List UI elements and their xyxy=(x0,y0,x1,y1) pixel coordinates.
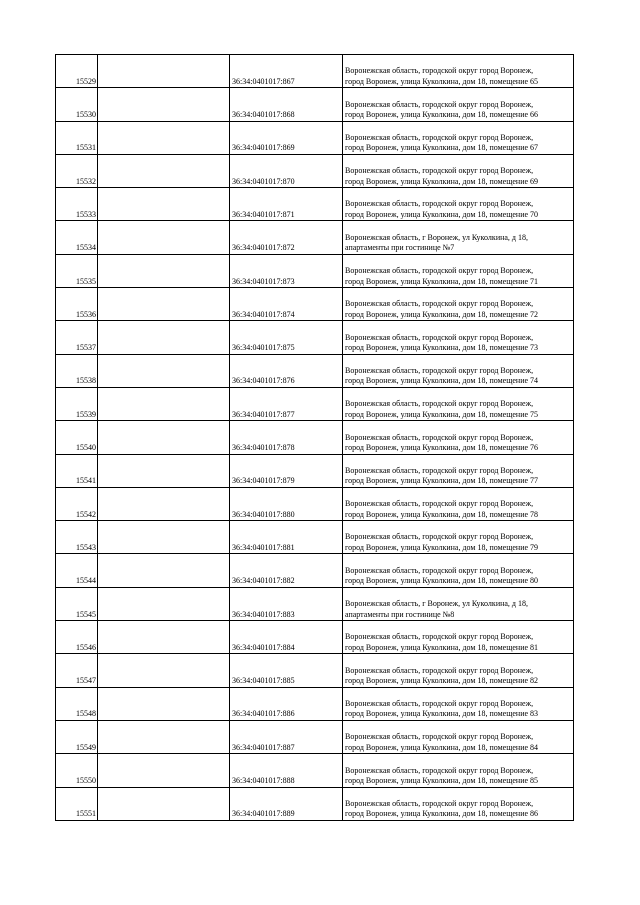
empty-cell xyxy=(98,754,230,787)
cadastral-number-cell: 36:34:0401017:885 xyxy=(230,654,343,687)
empty-cell xyxy=(98,188,230,221)
cadastral-number-cell: 36:34:0401017:880 xyxy=(230,487,343,520)
address-cell xyxy=(343,521,574,554)
address-cell xyxy=(343,254,574,287)
address-line-2: апартаменты при гостинице №8 xyxy=(345,609,455,619)
table-row xyxy=(56,654,574,687)
address-line-1: Воронежская область, городской округ город Воронеж, xyxy=(345,99,534,109)
address-line-1: Воронежская область, городской округ город Воронеж, xyxy=(345,698,534,708)
address-line-1: Воронежская область, городской округ город Воронеж, xyxy=(345,132,534,142)
cadastral-number-cell: 36:34:0401017:874 xyxy=(230,288,343,321)
address-line-1: Воронежская область, городской округ город Воронеж, xyxy=(345,532,534,542)
address-cell xyxy=(343,154,574,187)
empty-cell xyxy=(98,454,230,487)
cadastral-number-cell: 36:34:0401017:869 xyxy=(230,121,343,154)
address-line-1: Воронежская область, городской округ город Воронеж, xyxy=(345,765,534,775)
address-line-2: город Воронеж, улица Куколкина, дом 18, помещение 71 xyxy=(345,276,539,286)
address-cell xyxy=(343,754,574,787)
cadastral-number-cell: 36:34:0401017:886 xyxy=(230,687,343,720)
cadastral-number-cell: 36:34:0401017:873 xyxy=(230,254,343,287)
address-line-2: город Воронеж, улица Куколкина, дом 18, помещение 83 xyxy=(345,709,539,719)
table-row xyxy=(56,521,574,554)
address-line-2: город Воронеж, улица Куколкина, дом 18, помещение 85 xyxy=(345,776,539,786)
empty-cell xyxy=(98,521,230,554)
table-row xyxy=(56,421,574,454)
empty-cell xyxy=(98,720,230,753)
row-number-cell: 15541 xyxy=(56,454,98,487)
address-line-1: Воронежская область, городской округ город Воронеж, xyxy=(345,399,534,409)
table-row xyxy=(56,121,574,154)
address-line-2: город Воронеж, улица Куколкина, дом 18, помещение 66 xyxy=(345,110,539,120)
address-cell xyxy=(343,787,574,820)
row-number-cell: 15532 xyxy=(56,154,98,187)
table-row xyxy=(56,454,574,487)
cadastral-number-cell: 36:34:0401017:876 xyxy=(230,354,343,387)
row-number-cell: 15535 xyxy=(56,254,98,287)
table-row xyxy=(56,188,574,221)
address-line-2: город Воронеж, улица Куколкина, дом 18, помещение 67 xyxy=(345,143,539,153)
row-number-cell: 15539 xyxy=(56,387,98,420)
empty-cell xyxy=(98,487,230,520)
table-row xyxy=(56,354,574,387)
empty-cell xyxy=(98,154,230,187)
empty-cell xyxy=(98,421,230,454)
address-line-2: город Воронеж, улица Куколкина, дом 18, помещение 69 xyxy=(345,176,539,186)
empty-cell xyxy=(98,221,230,254)
address-line-2: апартаменты при гостинице №7 xyxy=(345,243,455,253)
address-cell xyxy=(343,88,574,121)
row-number-cell: 15530 xyxy=(56,88,98,121)
row-number-cell: 15551 xyxy=(56,787,98,820)
cadastral-number-cell: 36:34:0401017:887 xyxy=(230,720,343,753)
cadastral-number-cell: 36:34:0401017:889 xyxy=(230,787,343,820)
table-row xyxy=(56,254,574,287)
cadastral-number-cell: 36:34:0401017:878 xyxy=(230,421,343,454)
registry-table-body xyxy=(56,55,574,821)
table-row xyxy=(56,554,574,587)
address-cell xyxy=(343,321,574,354)
address-cell xyxy=(343,687,574,720)
empty-cell xyxy=(98,787,230,820)
address-cell xyxy=(343,288,574,321)
cadastral-number-cell: 36:34:0401017:884 xyxy=(230,621,343,654)
row-number-cell: 15548 xyxy=(56,687,98,720)
cadastral-number-cell: 36:34:0401017:883 xyxy=(230,587,343,620)
address-cell xyxy=(343,487,574,520)
cadastral-number-cell: 36:34:0401017:888 xyxy=(230,754,343,787)
address-cell xyxy=(343,587,574,620)
empty-cell xyxy=(98,587,230,620)
address-line-1: Воронежская область, г Воронеж, ул Куколкина, д 18, xyxy=(345,599,528,609)
address-line-1: Воронежская область, городской округ город Воронеж, xyxy=(345,166,534,176)
row-number-cell: 15550 xyxy=(56,754,98,787)
address-line-1: Воронежская область, г Воронеж, ул Куколкина, д 18, xyxy=(345,232,528,242)
address-line-1: Воронежская область, городской округ город Воронеж, xyxy=(345,465,534,475)
address-cell xyxy=(343,354,574,387)
address-cell xyxy=(343,55,574,88)
address-line-1: Воронежская область, городской округ город Воронеж, xyxy=(345,332,534,342)
address-line-2: город Воронеж, улица Куколкина, дом 18, помещение 79 xyxy=(345,542,539,552)
cadastral-number-cell: 36:34:0401017:870 xyxy=(230,154,343,187)
address-cell xyxy=(343,621,574,654)
address-cell xyxy=(343,554,574,587)
address-line-2: город Воронеж, улица Куколкина, дом 18, помещение 84 xyxy=(345,742,539,752)
address-cell xyxy=(343,188,574,221)
address-line-1: Воронежская область, городской округ город Воронеж, xyxy=(345,432,534,442)
row-number-cell: 15534 xyxy=(56,221,98,254)
address-line-1: Воронежская область, городской округ город Воронеж, xyxy=(345,632,534,642)
row-number-cell: 15547 xyxy=(56,654,98,687)
address-cell xyxy=(343,221,574,254)
table-row xyxy=(56,288,574,321)
table-row xyxy=(56,687,574,720)
address-cell xyxy=(343,121,574,154)
row-number-cell: 15536 xyxy=(56,288,98,321)
table-row xyxy=(56,754,574,787)
address-line-1: Воронежская область, городской округ город Воронеж, xyxy=(345,665,534,675)
empty-cell xyxy=(98,88,230,121)
row-number-cell: 15531 xyxy=(56,121,98,154)
address-line-1: Воронежская область, городской округ город Воронеж, xyxy=(345,565,534,575)
address-line-1: Воронежская область, городской округ город Воронеж, xyxy=(345,66,534,76)
address-line-2: город Воронеж, улица Куколкина, дом 18, помещение 81 xyxy=(345,642,539,652)
address-line-2: город Воронеж, улица Куколкина, дом 18, помещение 75 xyxy=(345,409,539,419)
address-line-1: Воронежская область, городской округ город Воронеж, xyxy=(345,199,534,209)
empty-cell xyxy=(98,288,230,321)
address-line-2: город Воронеж, улица Куколкина, дом 18, помещение 76 xyxy=(345,443,539,453)
address-line-1: Воронежская область, городской округ город Воронеж, xyxy=(345,798,534,808)
empty-cell xyxy=(98,554,230,587)
row-number-cell: 15549 xyxy=(56,720,98,753)
empty-cell xyxy=(98,121,230,154)
registry-table xyxy=(55,54,574,821)
cadastral-number-cell: 36:34:0401017:879 xyxy=(230,454,343,487)
address-line-2: город Воронеж, улица Куколкина, дом 18, помещение 82 xyxy=(345,676,539,686)
empty-cell xyxy=(98,387,230,420)
table-row xyxy=(56,88,574,121)
address-line-2: город Воронеж, улица Куколкина, дом 18, помещение 70 xyxy=(345,209,539,219)
table-row xyxy=(56,154,574,187)
address-line-2: город Воронеж, улица Куколкина, дом 18, помещение 77 xyxy=(345,476,539,486)
row-number-cell: 15533 xyxy=(56,188,98,221)
row-number-cell: 15543 xyxy=(56,521,98,554)
table-row xyxy=(56,221,574,254)
row-number-cell: 15542 xyxy=(56,487,98,520)
address-line-2: город Воронеж, улица Куколкина, дом 18, помещение 78 xyxy=(345,509,539,519)
cadastral-number-cell: 36:34:0401017:871 xyxy=(230,188,343,221)
empty-cell xyxy=(98,687,230,720)
table-row xyxy=(56,55,574,88)
address-line-2: город Воронеж, улица Куколкина, дом 18, помещение 80 xyxy=(345,576,539,586)
table-row xyxy=(56,587,574,620)
row-number-cell: 15546 xyxy=(56,621,98,654)
cadastral-number-cell: 36:34:0401017:872 xyxy=(230,221,343,254)
table-row xyxy=(56,720,574,753)
address-cell xyxy=(343,421,574,454)
address-cell xyxy=(343,387,574,420)
address-line-1: Воронежская область, городской округ город Воронеж, xyxy=(345,365,534,375)
table-row xyxy=(56,621,574,654)
empty-cell xyxy=(98,321,230,354)
row-number-cell: 15544 xyxy=(56,554,98,587)
cadastral-number-cell: 36:34:0401017:877 xyxy=(230,387,343,420)
row-number-cell: 15538 xyxy=(56,354,98,387)
address-line-2: город Воронеж, улица Куколкина, дом 18, помещение 65 xyxy=(345,76,539,86)
table-row xyxy=(56,487,574,520)
address-line-1: Воронежская область, городской округ город Воронеж, xyxy=(345,732,534,742)
address-line-2: город Воронеж, улица Куколкина, дом 18, помещение 72 xyxy=(345,309,539,319)
table-row xyxy=(56,387,574,420)
address-cell xyxy=(343,454,574,487)
empty-cell xyxy=(98,654,230,687)
empty-cell xyxy=(98,354,230,387)
address-line-2: город Воронеж, улица Куколкина, дом 18, помещение 73 xyxy=(345,343,539,353)
address-line-1: Воронежская область, городской округ город Воронеж, xyxy=(345,299,534,309)
empty-cell xyxy=(98,254,230,287)
address-line-2: город Воронеж, улица Куколкина, дом 18, помещение 86 xyxy=(345,809,539,819)
address-cell xyxy=(343,654,574,687)
table-row xyxy=(56,321,574,354)
row-number-cell: 15537 xyxy=(56,321,98,354)
row-number-cell: 15529 xyxy=(56,55,98,88)
empty-cell xyxy=(98,621,230,654)
cadastral-number-cell: 36:34:0401017:881 xyxy=(230,521,343,554)
empty-cell xyxy=(98,55,230,88)
cadastral-number-cell: 36:34:0401017:882 xyxy=(230,554,343,587)
cadastral-number-cell: 36:34:0401017:867 xyxy=(230,55,343,88)
row-number-cell: 15540 xyxy=(56,421,98,454)
cadastral-number-cell: 36:34:0401017:868 xyxy=(230,88,343,121)
address-line-1: Воронежская область, городской округ город Воронеж, xyxy=(345,266,534,276)
cadastral-number-cell: 36:34:0401017:875 xyxy=(230,321,343,354)
address-line-2: город Воронеж, улица Куколкина, дом 18, помещение 74 xyxy=(345,376,539,386)
address-cell xyxy=(343,720,574,753)
row-number-cell: 15545 xyxy=(56,587,98,620)
address-line-1: Воронежская область, городской округ город Воронеж, xyxy=(345,499,534,509)
table-row xyxy=(56,787,574,820)
